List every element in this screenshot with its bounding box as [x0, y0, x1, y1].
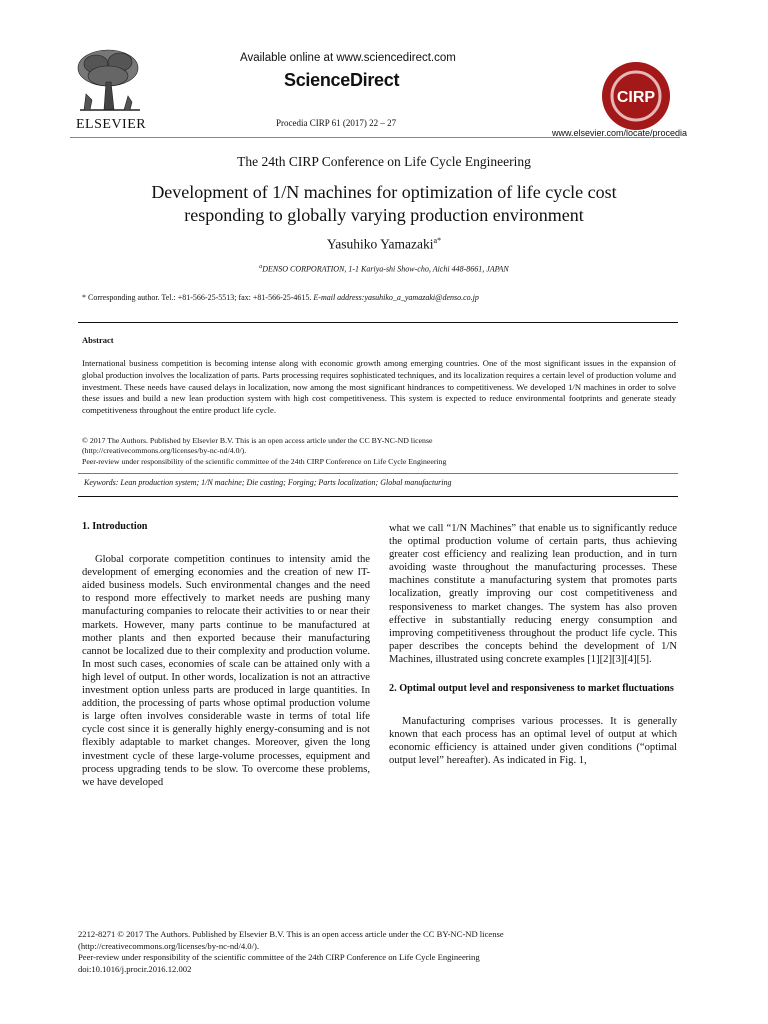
corresponding-email[interactable]: E-mail address:yasuhiko_a_yamazaki@denso.co.jp — [313, 293, 479, 302]
conference-name: The 24th CIRP Conference on Life Cycle Engineering — [237, 154, 531, 169]
section-1-paragraph-1: Global corporate competition continues to intensity amid the development of emerging economies and the creation of new IT-aided business models. Such environmental changes and the need to respond more effectively to market needs are pushing many manufacturing companies to relocate their activities to or near their markets. However, many parts continue to be manufactured at mother plants and then exported because their manufacturing cannot be localized due to their complexity and production volume. In most such cases, economies of scale can be attained only with a high level of output. In other words, localization is not an attractive investment option unless parts are produced in large quantities. In addition, the processing of parts whose optimal production volume is large often involves considerable waste in terms of total life cycle cost since it is generally highly energy-consuming and is not flexibly adaptable to market changes. Moreover, given the long investment cycle of these large-volume processes, equipment and process upgrading tends to be slow. To overcome these problems, we have developed — [82, 554, 370, 788]
corresponding-author — [82, 293, 682, 302]
author-line — [0, 236, 768, 253]
journal-url[interactable]: www.elsevier.com/locate/procedia — [552, 128, 688, 138]
footer-doi[interactable]: doi:10.1016/j.procir.2016.12.002 — [78, 963, 192, 974]
sciencedirect-wordmark: ScienceDirect — [284, 70, 400, 90]
corresponding-contact: * Corresponding author. Tel.: +81-566-25-5513; fax: +81-566-25-4615. — [82, 293, 312, 302]
affiliation-text: DENSO CORPORATION, 1-1 Kariya-shi Show-cho, Aichi 448-8661, JAPAN — [262, 264, 509, 274]
cirp-logo — [600, 60, 672, 132]
license-line-3: Peer-review under responsibility of the scientific committee of the 24th CIRP Conference on Life Cycle Engineering — [82, 456, 447, 466]
paper-title — [90, 181, 678, 227]
journal-reference: Procedia CIRP 61 (2017) 22 – 27 — [276, 118, 397, 128]
footer-peer-review: Peer-review under responsibility of the scientific committee of the 24th CIRP Conference on Life Cycle Engineering — [78, 952, 480, 963]
title-line-2: responding to globally varying production environment — [184, 205, 584, 225]
section-2-paragraph-1: Manufacturing comprises various processes. It is generally known that each process has an optimal level of output at which economic efficiency is attained under given conditions (“optimal output level” hereafter). As indicated in Fig. 1, — [389, 716, 677, 767]
keywords: Keywords: Lean production system; 1/N machine; Die casting; Forging; Parts localization; Global manufacturing — [84, 478, 452, 487]
keywords-bottom-rule — [78, 496, 678, 497]
section-1-paragraph-2: what we call “1/N Machines” that enable us to significantly reduce the optimal production volume of certain parts, thus achieving greater cost efficiency and realizing lean production, and in turn avoiding waste throughout the manufacturing processes. These machines constitute a manufacturing system that promotes parts localization, greatly improving our cost competitiveness and responsiveness to market changes. The system has also proven effective in substantially reducing energy consumption and improving competitiveness throughout the product life cycle. This paper describes the concepts behind the development of 1/N Machines, illustrated using concrete examples [1][2][3][4][5]. — [389, 523, 677, 665]
affiliation-mark: a — [259, 264, 263, 270]
footer — [78, 929, 678, 975]
available-online-text: Available online at www.sciencedirect.com — [240, 52, 456, 64]
footer-license: 2212-8271 © 2017 The Authors. Published by Elsevier B.V. This is an open access article under the CC BY-NC-ND license — [78, 929, 504, 939]
section-2-heading: 2. Optimal output level and responsiveness to market fluctuations — [389, 683, 674, 695]
keywords-top-rule — [78, 473, 678, 474]
title-line-1: Development of 1/N machines for optimization of life cycle cost — [151, 182, 617, 202]
section-1-heading: 1. Introduction — [82, 521, 148, 532]
license-link[interactable]: (http://creativecommons.org/licenses/by-nc-nd/4.0/). — [82, 446, 247, 456]
abstract-top-rule — [78, 322, 678, 323]
abstract-text: International business competition is becoming intense along with economic growth among emerging countries. One of the most significant issues in the expansion of global production involves the localization of parts. Parts processing requires sophisticated techniques, and its localization requires a certain level of production volume and investment. These needs have caused delays in localization, now among the most significant hindrances to competitiveness. We developed 1/N machines in order to solve these issues and build a new lean production system with high cost competitiveness. This system is expected to reduce environmental footprints and generate steady competitiveness throughout the entire product life cycle. — [82, 358, 676, 416]
author-name: Yasuhiko Yamazaki — [326, 236, 434, 252]
elsevier-wordmark: ELSEVIER — [76, 117, 147, 132]
right-column — [389, 522, 677, 768]
license-line-1: © 2017 The Authors. Published by Elsevier B.V. This is an open access article under the CC BY-NC-ND license — [82, 436, 433, 445]
affiliation — [0, 264, 768, 274]
cirp-logo-text: CIRP — [616, 89, 656, 106]
footer-license-link[interactable]: (http://creativecommons.org/licenses/by-nc-nd/4.0/). — [78, 940, 259, 951]
header-divider — [70, 137, 680, 138]
abstract-heading: Abstract — [82, 335, 114, 345]
abstract-license — [82, 436, 676, 467]
author-marks: a* — [433, 236, 442, 245]
left-column — [82, 520, 370, 789]
